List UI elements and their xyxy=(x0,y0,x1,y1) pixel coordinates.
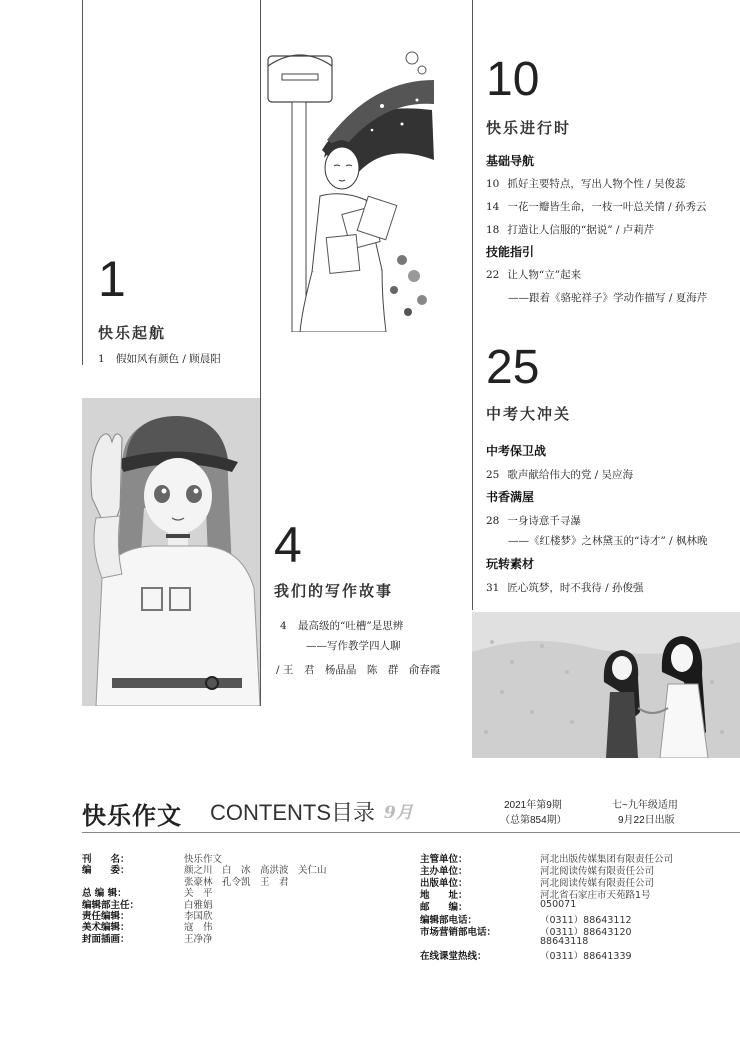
section-25-number: 25 xyxy=(486,341,540,394)
section-10-number: 10 xyxy=(486,53,540,106)
subsection-heading: 书香满屋 xyxy=(486,490,535,504)
section-4-number: 4 xyxy=(274,517,302,573)
credit-value: 关 平 xyxy=(184,888,213,900)
issue-month: 9月 xyxy=(384,803,413,823)
toc-entry-title: 一花一瓣皆生命，一枝一叶总关情 / 孙秀云 xyxy=(507,201,707,213)
credit-label: 邮 编： xyxy=(420,902,468,914)
credit-value: 寇 伟 xyxy=(184,922,213,934)
credit-value: （0311）88643112 xyxy=(540,914,632,926)
credit-label: 编辑部电话： xyxy=(420,914,478,926)
subsection-heading: 中考保卫战 xyxy=(486,444,547,458)
issue-number: 2021年第9期 xyxy=(504,800,562,811)
credit-value: 李国欣 xyxy=(184,911,213,922)
toc-entry-page: 4 xyxy=(280,620,287,632)
credit-label: 编 委： xyxy=(82,865,130,877)
issue-total: （总第854期） xyxy=(500,815,567,826)
credit-value: 050071 xyxy=(540,899,577,911)
section-1-title: 快乐起航 xyxy=(98,324,167,342)
credit-label: 主管单位： xyxy=(420,854,468,865)
toc-entry[interactable] xyxy=(486,267,581,282)
toc-entry-page: 25 xyxy=(486,469,500,481)
credit-value: 张豪林 孔令凯 王 君 xyxy=(184,876,289,888)
credit-value: 河北省石家庄市天苑路1号 xyxy=(540,890,651,902)
toc-entry-page: 10 xyxy=(486,178,500,190)
magazine-logo: 快乐作文 xyxy=(82,801,182,830)
toc-entry-page: 14 xyxy=(486,201,500,213)
toc-entry[interactable] xyxy=(98,351,221,366)
illustration-girl-cap xyxy=(82,398,260,706)
credit-value: 河北阅读传媒有限责任公司 xyxy=(540,866,655,878)
subsection-heading: 玩转素材 xyxy=(486,557,535,571)
credit-value: 王净净 xyxy=(184,933,213,945)
grade-range: 七~九年级适用 xyxy=(612,800,678,811)
toc-entry[interactable] xyxy=(486,513,581,528)
credit-label: 刊 名： xyxy=(82,854,130,865)
toc-entry-authors: / 王 君 杨晶晶 陈 群 俞春霞 xyxy=(276,664,441,676)
toc-entry[interactable] xyxy=(280,618,403,633)
credit-label: 封面插画： xyxy=(82,933,130,945)
section-10-title: 快乐进行时 xyxy=(486,119,572,137)
toc-entry-subtitle: ——《红楼梦》之林黛玉的“诗才” / 枫林晚 xyxy=(508,535,708,547)
column-divider-middle xyxy=(260,0,261,706)
credit-value: （0311）88643120 xyxy=(540,926,632,938)
toc-entry-subtitle: ——写作教学四人聊 xyxy=(306,640,401,652)
toc-entry[interactable] xyxy=(486,176,686,191)
toc-entry[interactable] xyxy=(486,580,644,595)
toc-entry-title: 匠心筑梦，时不我待 / 孙俊强 xyxy=(507,582,644,594)
toc-entry-page: 28 xyxy=(486,515,500,527)
credit-value: 河北出版传媒集团有限责任公司 xyxy=(540,854,674,865)
publish-date: 9月22日出版 xyxy=(618,815,675,826)
credit-value: （0311）88641339 xyxy=(540,950,632,962)
credit-label: 地 址： xyxy=(420,890,468,902)
illustration-two-girls xyxy=(472,612,740,758)
credit-value: 颜之川 白 冰 高洪波 关仁山 xyxy=(184,865,327,877)
credit-label: 责任编辑： xyxy=(82,911,130,922)
toc-entry[interactable] xyxy=(486,222,654,237)
credit-label: 市场营销部电话： xyxy=(420,926,497,938)
credit-label: 在线课堂热线： xyxy=(420,950,487,962)
toc-entry-title: 让人物“立”起来 xyxy=(507,269,582,281)
toc-entry[interactable] xyxy=(486,199,707,214)
credit-label: 编辑部主任： xyxy=(82,899,140,911)
toc-entry-page: 22 xyxy=(486,269,500,281)
credit-value: 白雅娟 xyxy=(184,899,213,911)
credit-value: 河北阅读传媒有限责任公司 xyxy=(540,878,655,890)
toc-entry-title: 假如风有颜色 / 顾晨阳 xyxy=(116,353,221,365)
toc-entry-page: 18 xyxy=(486,224,500,236)
credit-label: 主办单位： xyxy=(420,866,468,878)
toc-entry-subtitle: ——跟着《骆驼祥子》学动作描写 / 夏海芹 xyxy=(508,292,708,304)
section-1-number: 1 xyxy=(98,251,126,307)
masthead-rule xyxy=(82,832,740,833)
contents-heading: CONTENTS目录 xyxy=(210,800,376,825)
subsection-heading: 技能指引 xyxy=(486,245,535,259)
section-4-title: 我们的写作故事 xyxy=(274,582,394,600)
credit-label: 美术编辑： xyxy=(82,922,130,934)
toc-entry[interactable] xyxy=(486,467,633,482)
toc-entry-title: 最高级的“吐槽”是思辨 xyxy=(298,620,404,632)
illustration-girl-mailbox xyxy=(262,40,434,332)
credit-value: 88643118 xyxy=(540,935,589,947)
toc-entry-title: 一身诗意千寻瀑 xyxy=(507,515,581,527)
subsection-heading: 基础导航 xyxy=(486,154,535,168)
toc-entry-page: 31 xyxy=(486,582,500,594)
credit-label: 总 编 辑： xyxy=(82,888,127,900)
column-divider-left xyxy=(82,0,83,365)
column-divider-right xyxy=(472,0,473,610)
credit-value: 快乐作文 xyxy=(184,854,223,865)
toc-entry-title: 歌声献给伟大的党 / 吴应海 xyxy=(507,469,634,481)
toc-entry-title: 打造让人信服的“据说” / 卢莉芹 xyxy=(507,224,655,236)
toc-entry-page: 1 xyxy=(98,353,105,365)
section-25-title: 中考大冲关 xyxy=(486,405,572,423)
credit-label: 出版单位： xyxy=(420,878,468,890)
toc-entry-title: 抓好主要特点，写出人物个性 / 吴俊蕊 xyxy=(507,178,686,190)
